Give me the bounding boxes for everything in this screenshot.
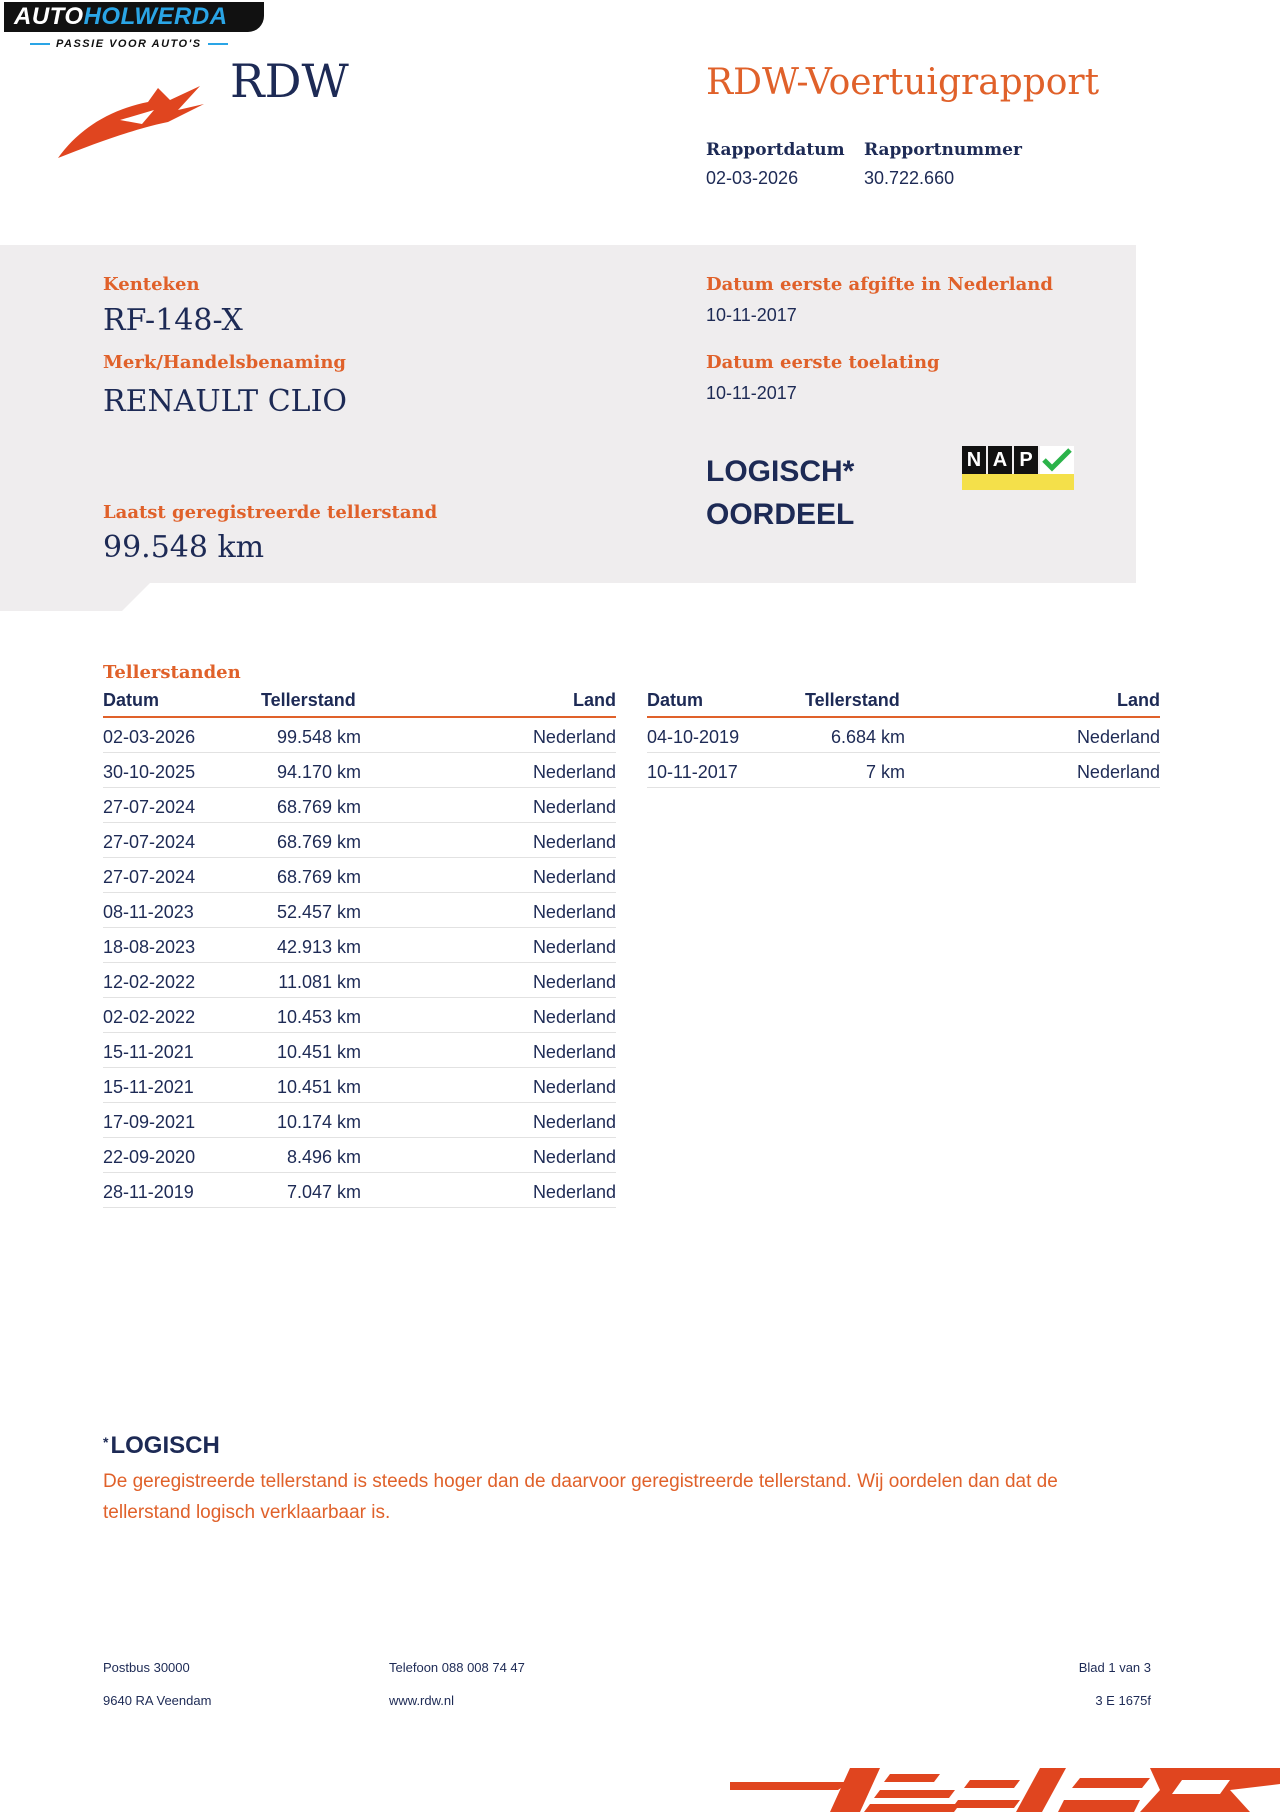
col-date: Datum bbox=[103, 690, 160, 710]
nap-letter-p: P bbox=[1014, 446, 1038, 474]
dealer-badge bbox=[0, 0, 262, 56]
nap-check-icon bbox=[1040, 446, 1074, 474]
rdw-wordmark: RDW bbox=[230, 54, 349, 108]
reading-country: Nederland bbox=[532, 902, 616, 922]
reading-km: 99.548 km bbox=[276, 727, 361, 747]
note-text: De geregistreerde tellerstand is steeds hoger dan de daarvoor geregistreerde tellerstand. Wij oordelen dan dat de tellerstand logisch verklaarbaar is. bbox=[103, 1471, 1058, 1523]
reading-km: 11.081 km bbox=[278, 972, 361, 992]
reading-date: 04-10-2019 bbox=[647, 727, 740, 747]
table-row bbox=[103, 718, 616, 753]
report-title: RDW-Voertuigrapport bbox=[706, 62, 1100, 103]
verdict bbox=[706, 450, 854, 536]
reading-km: 42.913 km bbox=[276, 937, 361, 957]
footer-code: 3 E 1675f bbox=[1095, 1693, 1151, 1708]
table-row bbox=[103, 1068, 616, 1103]
table-row bbox=[103, 998, 616, 1033]
reading-date: 27-07-2024 bbox=[103, 832, 196, 852]
verdict-line2: OORDEEL bbox=[706, 498, 855, 531]
table-row bbox=[103, 1173, 616, 1208]
reading-km: 10.451 km bbox=[276, 1077, 361, 1097]
reading-country: Nederland bbox=[532, 1182, 616, 1202]
col-km: Tellerstand bbox=[805, 690, 900, 710]
table-row bbox=[103, 1138, 616, 1173]
nap-letter-n: N bbox=[962, 446, 986, 474]
reading-km: 68.769 km bbox=[276, 797, 361, 817]
reading-date: 08-11-2023 bbox=[103, 902, 194, 922]
dealer-tagline: PASSIE VOOR AUTO'S bbox=[24, 38, 234, 50]
table-row bbox=[103, 753, 616, 788]
table-row bbox=[647, 753, 1160, 788]
footer-city: 9640 RA Veendam bbox=[103, 1693, 212, 1708]
odometer-label: Laatst geregistreerde tellerstand bbox=[103, 502, 438, 523]
table-row bbox=[103, 788, 616, 823]
reading-date: 27-07-2024 bbox=[103, 797, 196, 817]
reading-km: 68.769 km bbox=[276, 832, 361, 852]
footer-phone: Telefoon 088 008 74 47 bbox=[389, 1660, 525, 1675]
reading-country: Nederland bbox=[532, 1112, 616, 1132]
col-country: Land bbox=[573, 690, 616, 710]
report-number: 30.722.660 bbox=[864, 168, 955, 188]
reading-country: Nederland bbox=[532, 1147, 616, 1167]
reading-km: 7.047 km bbox=[286, 1182, 361, 1202]
nap-badge bbox=[962, 446, 1074, 490]
reading-date: 02-02-2022 bbox=[103, 1007, 196, 1027]
reading-date: 28-11-2019 bbox=[103, 1182, 194, 1202]
panel-notch bbox=[0, 583, 150, 611]
reading-km: 10.451 km bbox=[276, 1042, 361, 1062]
nap-letter-a: A bbox=[988, 446, 1012, 474]
reading-country: Nederland bbox=[532, 832, 616, 852]
plate-value: RF-148-X bbox=[103, 303, 243, 338]
reading-date: 17-09-2021 bbox=[103, 1112, 196, 1132]
reading-country: Nederland bbox=[532, 867, 616, 887]
table-row bbox=[103, 823, 616, 858]
note-title: *LOGISCH bbox=[103, 1432, 220, 1459]
footer-web-link[interactable]: www.rdw.nl bbox=[389, 1693, 455, 1708]
reading-date: 22-09-2020 bbox=[103, 1147, 196, 1167]
reading-km: 68.769 km bbox=[276, 867, 361, 887]
odometer-value: 99.548 km bbox=[103, 530, 265, 565]
first-admission-value: 10-11-2017 bbox=[706, 383, 797, 403]
reading-date: 10-11-2017 bbox=[647, 762, 738, 782]
reading-country: Nederland bbox=[532, 727, 616, 747]
footer-postbus: Postbus 30000 bbox=[103, 1660, 190, 1675]
report-date-label: Rapportdatum bbox=[706, 140, 845, 160]
dealer-name: AUTOHOLWERDA bbox=[4, 2, 264, 32]
verdict-line1: LOGISCH* bbox=[706, 455, 855, 488]
reading-km: 6.684 km bbox=[830, 727, 905, 747]
reading-km: 7 km bbox=[865, 762, 905, 782]
reading-country: Nederland bbox=[532, 1042, 616, 1062]
reading-date: 18-08-2023 bbox=[103, 937, 196, 957]
reading-date: 15-11-2021 bbox=[103, 1042, 194, 1062]
first-admission-label: Datum eerste toelating bbox=[706, 352, 940, 373]
reading-km: 94.170 km bbox=[276, 762, 361, 782]
readings-title: Tellerstanden bbox=[103, 662, 241, 683]
reading-km: 8.496 km bbox=[286, 1147, 361, 1167]
footer-page: Blad 1 van 3 bbox=[1078, 1660, 1151, 1675]
reading-date: 02-03-2026 bbox=[103, 727, 196, 747]
first-issue-label: Datum eerste afgifte in Nederland bbox=[706, 274, 1053, 295]
nap-bar bbox=[962, 474, 1074, 490]
col-country: Land bbox=[1117, 690, 1160, 710]
reading-km: 10.174 km bbox=[276, 1112, 361, 1132]
reading-country: Nederland bbox=[1076, 762, 1160, 782]
table-row bbox=[103, 858, 616, 893]
make-label: Merk/Handelsbenaming bbox=[103, 352, 347, 373]
table-row bbox=[103, 928, 616, 963]
reading-country: Nederland bbox=[532, 1007, 616, 1027]
reading-date: 27-07-2024 bbox=[103, 867, 196, 887]
report-date: 02-03-2026 bbox=[706, 168, 799, 188]
table-row bbox=[103, 963, 616, 998]
reading-country: Nederland bbox=[532, 937, 616, 957]
table-row bbox=[103, 1033, 616, 1068]
table-header bbox=[647, 686, 1160, 718]
reading-date: 12-02-2022 bbox=[103, 972, 196, 992]
reading-country: Nederland bbox=[1076, 727, 1160, 747]
readings-table-left bbox=[103, 686, 616, 1208]
table-header bbox=[103, 686, 616, 718]
col-km: Tellerstand bbox=[261, 690, 356, 710]
reading-country: Nederland bbox=[532, 797, 616, 817]
reading-country: Nederland bbox=[532, 1077, 616, 1097]
plate-label: Kenteken bbox=[103, 274, 200, 295]
reading-km: 52.457 km bbox=[276, 902, 361, 922]
make-value: RENAULT CLIO bbox=[103, 384, 348, 419]
table-row bbox=[103, 893, 616, 928]
reading-country: Nederland bbox=[532, 972, 616, 992]
rdw-logo-icon bbox=[58, 80, 208, 162]
reading-km: 10.453 km bbox=[276, 1007, 361, 1027]
first-issue-value: 10-11-2017 bbox=[706, 305, 797, 325]
readings-table-right bbox=[647, 686, 1160, 788]
bottom-stripes-decoration bbox=[730, 1760, 1280, 1812]
table-row bbox=[103, 1103, 616, 1138]
table-row bbox=[647, 718, 1160, 753]
report-number-label: Rapportnummer bbox=[864, 140, 1022, 160]
reading-date: 15-11-2021 bbox=[103, 1077, 194, 1097]
col-date: Datum bbox=[647, 690, 704, 710]
reading-country: Nederland bbox=[532, 762, 616, 782]
reading-date: 30-10-2025 bbox=[103, 762, 196, 782]
